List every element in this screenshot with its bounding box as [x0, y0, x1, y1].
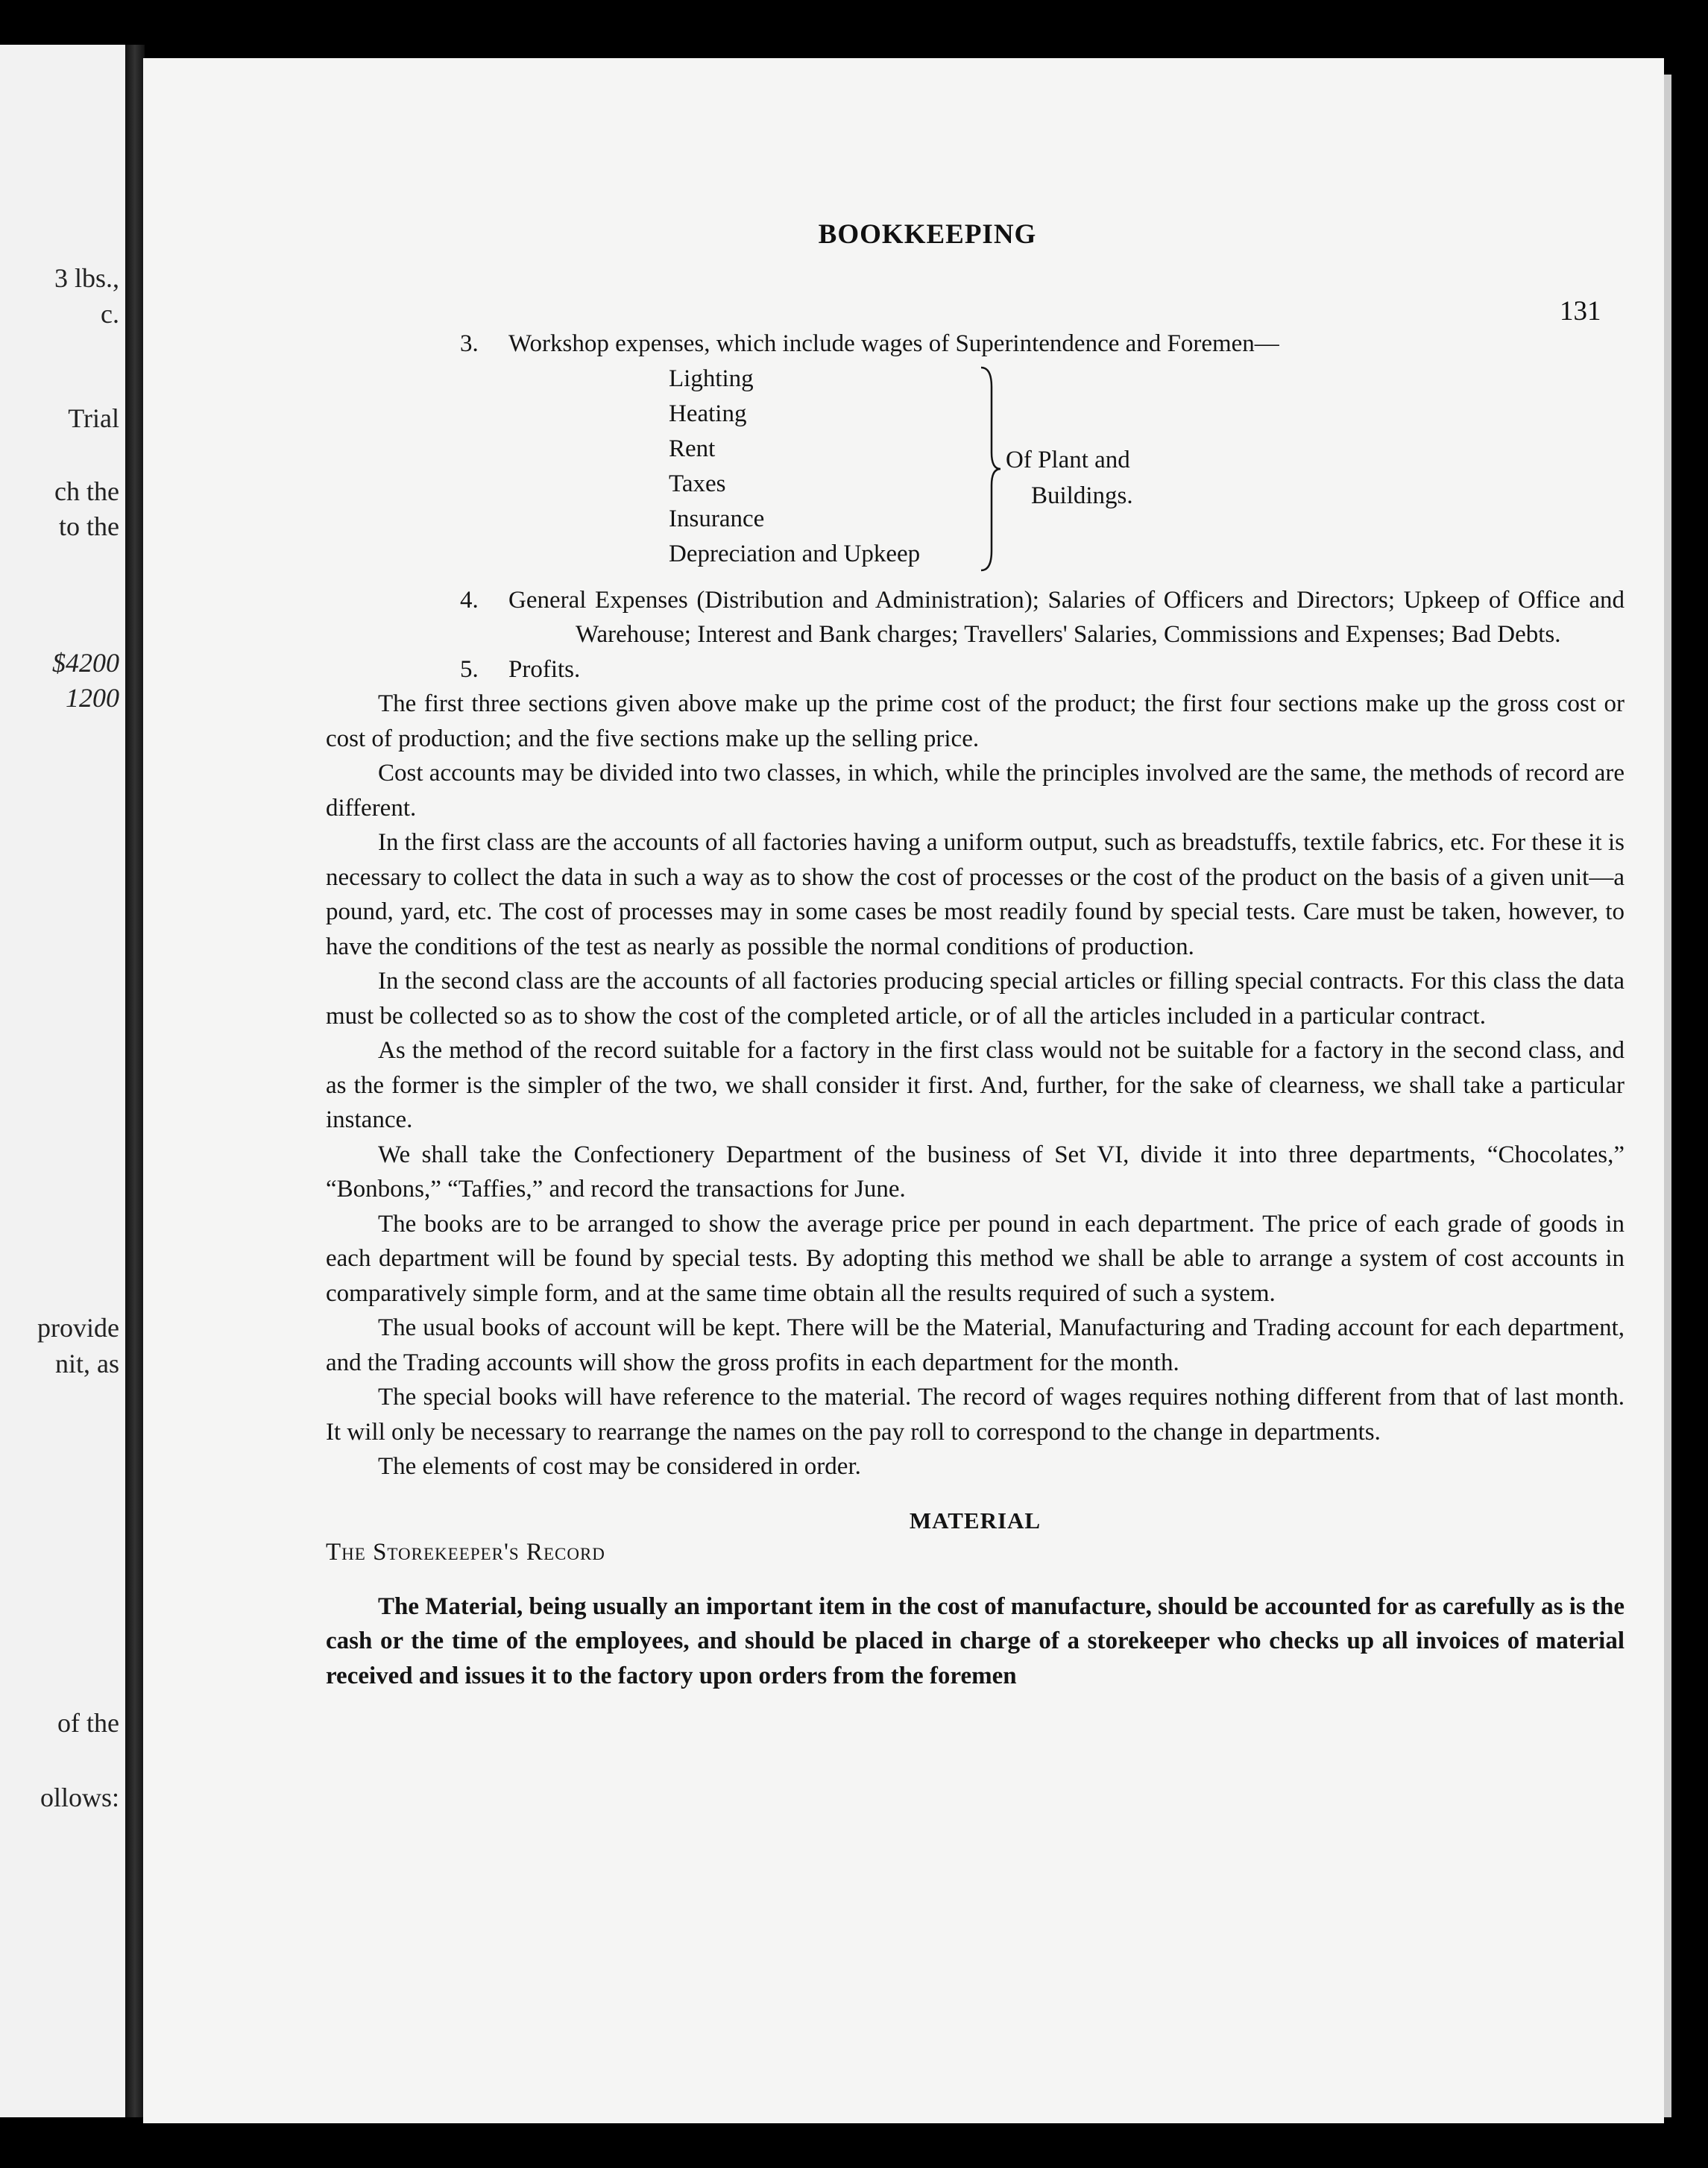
book-gutter: [125, 45, 145, 2117]
list-entry: Depreciation and Upkeep: [669, 540, 921, 567]
facing-page-fragment: [0, 45, 128, 2117]
bracket-label-line: Buildings.: [1031, 482, 1133, 509]
list-entry: Insurance: [669, 505, 765, 532]
paragraph: In the second class are the accounts of all factories producing special articles or filling special contracts. For this class the data must be collected so as to show the cost of the completed article, or of all the articles included in a particular contract.: [326, 968, 1625, 1030]
bracket-label-line: Of Plant and: [1006, 446, 1130, 473]
list-entry: Heating: [669, 400, 747, 427]
list-entry: Rent: [669, 435, 716, 462]
page-body: [326, 327, 1625, 1693]
facing-text-fragment: 3 lbs.,: [54, 263, 119, 293]
paragraph: The special books will have reference to the material. The record of wages requires nothing different from that of last month. It will only be necessary to rearrange the names on the pay roll to correspond to the change in departments.: [326, 1384, 1625, 1446]
item-text: Profits.: [508, 655, 581, 683]
facing-text-fragment: ch the: [54, 476, 119, 506]
paragraph: We shall take the Confectionery Department of the business of Set VI, divide it into three departments, “Chocolates,” “Bonbons,” “Taffies,” and record the transactions for June.: [326, 1141, 1625, 1203]
page-number: 131: [1560, 296, 1601, 327]
item-number: 3.: [460, 330, 479, 357]
facing-text-fragment: Trial: [68, 403, 119, 433]
facing-text-fragment: c.: [101, 299, 119, 329]
facing-text-fragment: to the: [59, 511, 119, 541]
paragraph: As the method of the record suitable for a factory in the first class would not be suitable for a factory in the second class, and as the former is the simpler of the two, we shall consider it first. And, further, for the sake of clearness, we shall take a particular instance.: [326, 1037, 1625, 1133]
item-text: General Expenses (Distribution and Administration); Salaries of Officers and Directors; Upkeep of Office and Warehouse; Interest and Bank charges; Travellers' Salaries, Commissions and Expenses; Bad Debts.: [508, 586, 1625, 648]
list-entry: Taxes: [669, 470, 726, 497]
paragraph: The books are to be arranged to show the average price per pound in each department. The price of each grade of goods in each department will be found by special tests. By adopting this method we shall be able to arrange a system of cost accounts in comparatively simple form, and at the same time obtain all the results required of such a system.: [326, 1210, 1625, 1307]
facing-text-fragment: ollows:: [40, 1783, 119, 1812]
paragraph: In the first class are the accounts of all factories having a uniform output, such as breadstuffs, textile fabrics, etc. For these it is necessary to collect the data in such a way as to show the cost of processes or the cost of the product on the basis of a given unit—a pound, yard, etc. The cost of processes may in some cases be most readily found by special tests. Care must be taken, however, to have the conditions of the test as nearly as possible the normal conditions of production.: [326, 829, 1625, 960]
paragraph: The usual books of account will be kept. There will be the Material, Manufacturing and Trading account for each department, and the Trading accounts will show the gross profits in each department for the month.: [326, 1314, 1625, 1376]
expense-bracket-group: [669, 362, 1625, 574]
facing-text-fragment: $4200: [52, 648, 119, 678]
item-number: 5.: [460, 655, 479, 683]
list-item-4: [460, 583, 1625, 652]
page-edge: [1664, 75, 1671, 2117]
list-entry: Lighting: [669, 365, 754, 392]
curly-brace-icon: [978, 365, 1005, 573]
paragraph: The elements of cost may be considered in order.: [378, 1453, 861, 1480]
running-head: BOOKKEEPING: [818, 219, 1037, 250]
list-item-5: [460, 652, 1625, 687]
paragraph: Cost accounts may be divided into two classes, in which, while the principles involved are the same, the methods of record are different.: [326, 760, 1625, 822]
bracket-label: [1006, 442, 1133, 514]
paragraph: The Material, being usually an important item in the cost of manufacture, should be accounted for as carefully as is the cash or the time of the employees, and should be placed in charge of a storekeeper who checks up all invoices of material received and issues it to the factory upon orders from the foremen: [326, 1592, 1625, 1689]
side-heading: The Storekeeper's Record: [326, 1539, 605, 1566]
paragraph: The first three sections given above make up the prime cost of the product; the first four sections make up the gross cost or cost of production; and the five sections make up the selling price.: [326, 690, 1625, 752]
facing-text-fragment: 1200: [66, 683, 119, 713]
item-number: 4.: [460, 586, 479, 614]
section-heading: MATERIAL: [909, 1507, 1041, 1534]
list-item-3: [460, 327, 1625, 362]
facing-text-fragment: nit, as: [55, 1349, 119, 1378]
facing-text-fragment: of the: [57, 1708, 119, 1738]
book-page: [143, 58, 1664, 2123]
facing-text-fragment: provide: [37, 1313, 119, 1343]
expense-list: [669, 362, 920, 572]
item-text: Workshop expenses, which include wages of Superintendence and Foremen—: [508, 330, 1279, 357]
